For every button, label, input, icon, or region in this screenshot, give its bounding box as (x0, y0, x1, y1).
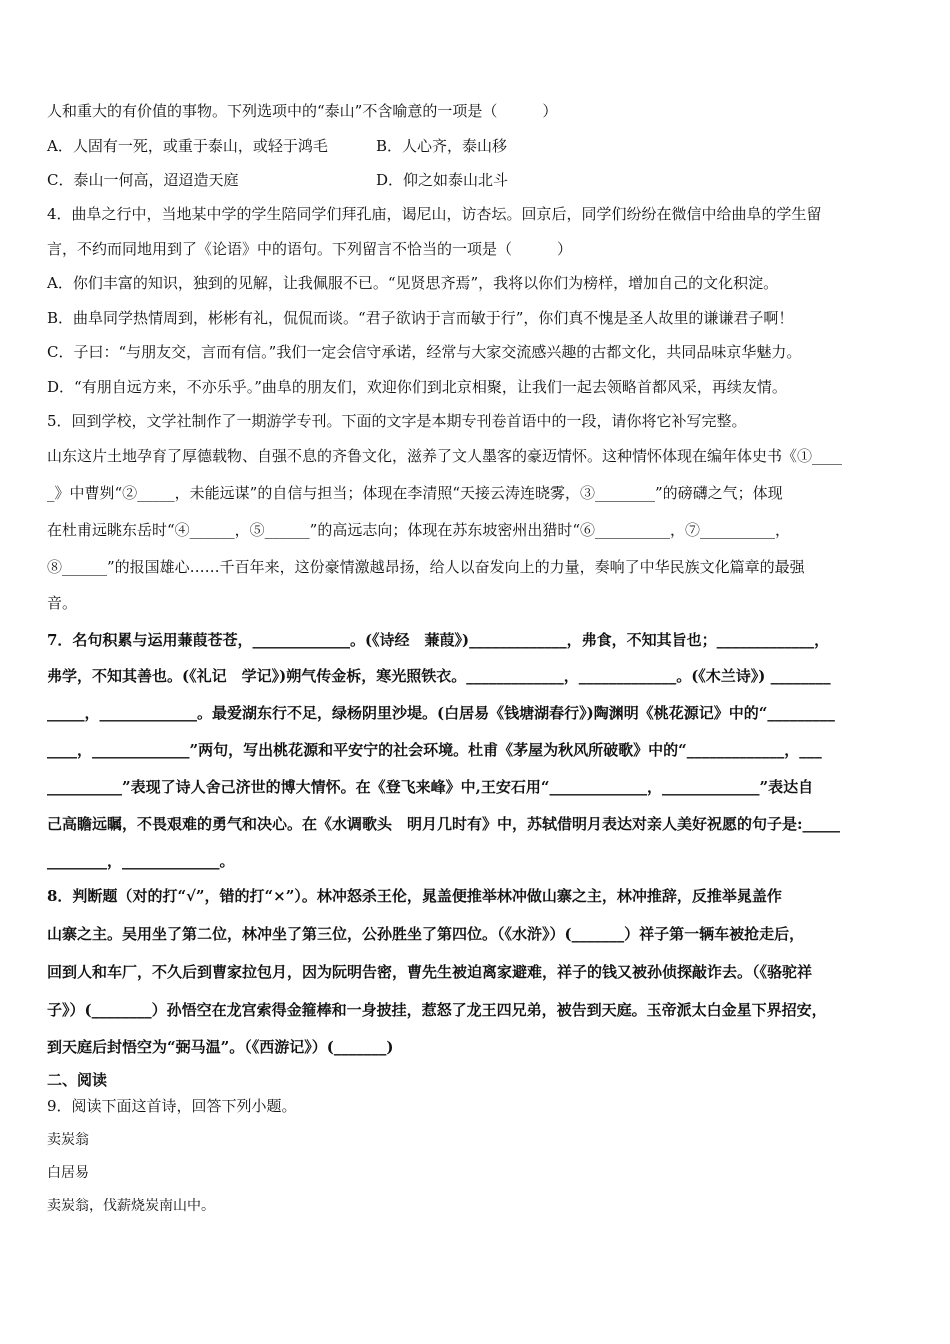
question-8-line-3: 回到人和车厂，不久后到曹家拉包月，因为阮明告密，曹先生被迫离家避难，祥子的钱又被孙侦探敲诈去。（《骆驼祥 (47, 963, 813, 981)
question-7-line-4: ____，_____________”两句，写出桃花源和平安宁的社会环境。杜甫《茅屋为秋风所破歌》中的“_____________，___ (47, 741, 822, 759)
question-5-line-1: 5．回到学校，文学社制作了一期游学专刊。下面的文字是本期专刊卷首语中的一段，请你将它补写完整。 (47, 412, 747, 430)
question-5-line-4: 在杜甫远眺东岳时“④______，⑤______”的高远志向；体现在苏东坡密州出猎时“⑥__________，⑦__________， (47, 521, 791, 539)
question-4-line-1: 4．曲阜之行中，当地某中学的学生陪同学们拜孔庙，谒尼山，访杏坛。回京后，同学们纷纷在微信中给曲阜的学生留 (47, 205, 822, 223)
question-5-line-6: 音。 (47, 594, 78, 612)
poem-title: 卖炭翁 (47, 1132, 89, 1148)
poem-author: 白居易 (47, 1165, 89, 1181)
q4-option-a: A．你们丰富的知识，独到的见解，让我佩服不已。“见贤思齐焉”，我将以你们为榜样，增加自己的文化积淀。 (47, 274, 779, 292)
q4-option-d: D．“有朋自远方来，不亦乐乎。”曲阜的朋友们，欢迎你们到北京相聚，让我们一起去领略首都风采，再续友情。 (47, 378, 787, 396)
question-8-line-4: 子》）(________）孙悟空在龙宫索得金箍棒和一身披挂，惹怒了龙王四兄弟，被告到天庭。玉帝派太白金星下界招安， (47, 1001, 827, 1019)
question-7-line-5: __________”表现了诗人舍己济世的博大情怀。在《登飞来峰》中,王安石用“_____________，_____________”表达自 (47, 778, 814, 796)
poem-line-1: 卖炭翁，伐薪烧炭南山中。 (47, 1198, 215, 1214)
q4-option-c: C．子曰：“与朋友交，言而有信。”我们一定会信守承诺，经常与大家交流感兴趣的古都文化，共同品味京华魅力。 (47, 343, 802, 361)
question-3-stem-tail: 人和重大的有价值的事物。下列选项中的“泰山”不含喻意的一项是（ ） (47, 102, 558, 120)
question-7-line-3: _____，_____________。最爱湖东行不足，绿杨阴里沙堤。(白居易《钱塘湖春行》)陶渊明《桃花源记》中的“_________ (47, 704, 835, 722)
question-5-line-3: _》中曹刿“②_____，未能远谋”的自信与担当；体现在李清照“天接云涛连晓雾，③________”的磅礴之气；体现 (47, 484, 783, 502)
question-7-line-2: 弗学，不知其善也。(《礼记 学记》)朔气传金柝，寒光照铁衣。_____________，_____________。(《木兰诗》) ________ (47, 667, 831, 685)
question-8-line-1: 8．判断题（对的打“√”，错的打“×”）。林冲怒杀王伦，晁盖便推举林冲做山寨之主，林冲推辞，反推举晁盖作 (47, 887, 782, 905)
q3-option-c: C．泰山一何高，迢迢造天庭 (47, 171, 239, 189)
question-8-line-5: 到天庭后封悟空为“弼马温”。（《西游记》）(_______) (47, 1038, 394, 1056)
q3-option-d: D．仰之如泰山北斗 (376, 171, 509, 189)
q3-option-a: A．人固有一死，或重于泰山，或轻于鸿毛 (47, 137, 328, 155)
question-7-line-1: 7．名句积累与运用蒹葭苍苍，_____________。(《诗经 蒹葭》)_____________，弗食，不知其旨也；_____________， (47, 631, 830, 649)
question-7-line-6: 己高瞻远瞩，不畏艰难的勇气和决心。在《水调歌头 明月几时有》中，苏轼借明月表达对亲人美好祝愿的句子是:_____ (47, 815, 841, 833)
question-8-line-2: 山寨之主。吴用坐了第二位，林冲坐了第三位，公孙胜坐了第四位。（《水浒》）(_______）祥子第一辆车被抢走后， (47, 925, 805, 943)
question-4-line-2: 言，不约而同地用到了《论语》中的语句。下列留言不恰当的一项是（ ） (47, 240, 573, 258)
question-9-stem: 9．阅读下面这首诗，回答下列小题。 (47, 1097, 297, 1115)
question-5-line-2: 山东这片土地孕育了厚德载物、自强不息的齐鲁文化，滋养了文人墨客的豪迈情怀。这种情怀体现在编年体史书《①____ (47, 447, 843, 465)
q4-option-b: B．曲阜同学热情周到，彬彬有礼，侃侃而谈。“君子欲讷于言而敏于行”，你们真不愧是圣人故里的谦谦君子啊！ (47, 309, 794, 327)
question-7-line-7: ________，_____________。 (47, 852, 235, 870)
q3-option-b: B．人心齐，泰山移 (376, 137, 508, 155)
section-2-heading: 二、阅读 (47, 1071, 108, 1089)
question-5-line-5: ⑧______”的报国雄心……千百年来，这份豪情激越昂扬，给人以奋发向上的力量，奏响了中华民族文化篇章的最强 (47, 558, 805, 576)
